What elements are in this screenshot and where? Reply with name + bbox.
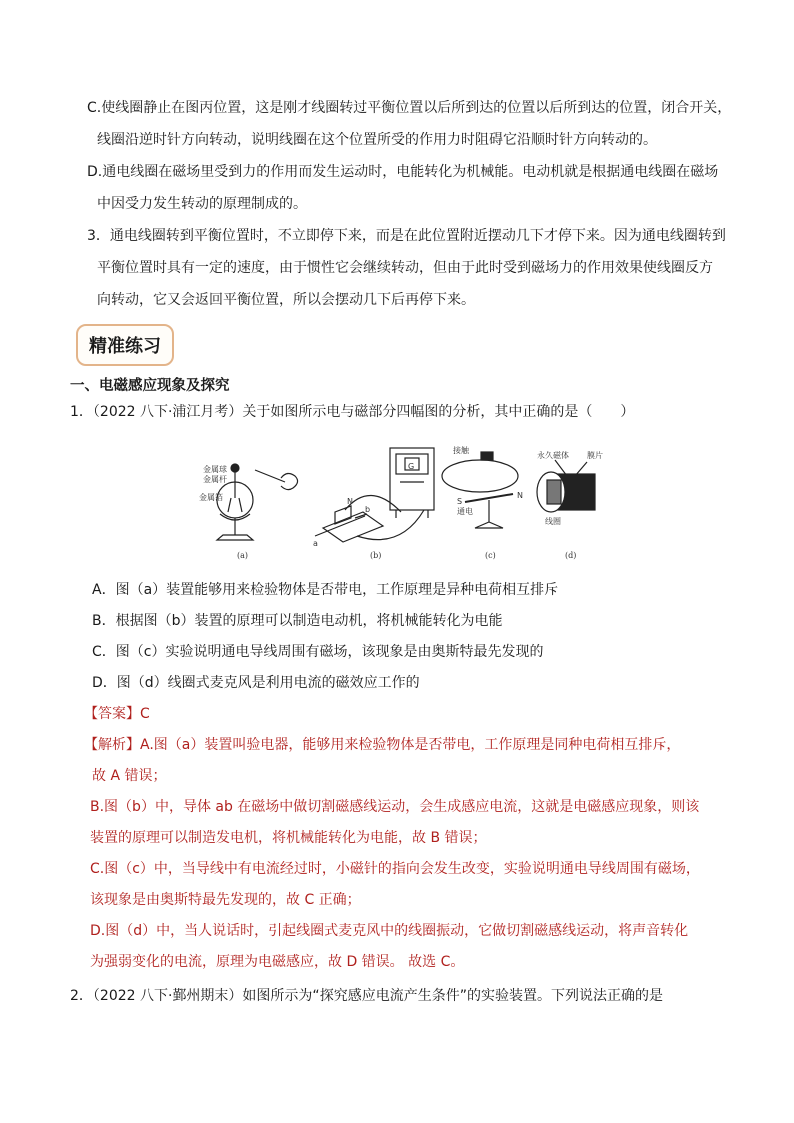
answer-line [84, 704, 150, 724]
analysis-line-6: 该现象是由奥斯特最先发现的，故 C 正确； [90, 892, 361, 908]
analysis-line-1 [84, 735, 680, 755]
option-d: D．图（d）线圈式麦克风是利用电流的磁效应工作的 [92, 675, 420, 691]
analysis-line-4: 装置的原理可以制造发电机，将机械能转化为电能，故 B 错误； [90, 830, 487, 846]
label-contact: 接触 [453, 446, 469, 455]
answer-tag: 【答案】 [84, 706, 140, 722]
label-permanent-magnet: 永久磁体 [537, 451, 569, 460]
label-north-c: N [517, 491, 523, 500]
point-3-line-1: 3．通电线圈转到平衡位置时，不立即停下来，而是在此位置附近摆动几下才停下来。因为通电线圈转到 [87, 228, 726, 244]
option-a: A．图（a）装置能够用来检验物体是否带电，工作原理是异种电荷相互排斥 [92, 582, 559, 598]
caption-c: (c) [485, 551, 496, 560]
electromagnetism-figure [195, 440, 605, 570]
option-c: C．图（c）实验说明通电导线周围有磁场，该现象是由奥斯特最先发现的 [92, 644, 544, 660]
option-b: B．根据图（b）装置的原理可以制造电动机，将机械能转化为电能 [92, 613, 503, 629]
question-1-stem: 1．（2022 八下·浦江月考）关于如图所示电与磁部分四幅图的分析，其中正确的是（ ） [70, 404, 635, 420]
analysis-line-7: D.图（d）中，当人说话时，引起线圈式麦克风中的线圈振动，它做切割磁感线运动，将声音转化 [90, 923, 689, 939]
electroscope-diagram [217, 464, 298, 540]
label-metal-rod: 金属杆 [203, 475, 227, 484]
label-coil: 线圈 [545, 517, 561, 526]
caption-a: (a) [237, 551, 249, 560]
label-north: N [347, 497, 353, 506]
label-b: b [365, 505, 371, 514]
oersted-diagram [442, 452, 518, 528]
induction-diagram [315, 448, 434, 542]
label-south: S [457, 497, 463, 506]
analysis-tag: 【解析】 [84, 737, 140, 753]
caption-d: (d) [565, 551, 577, 560]
option-c-line-2: 线圈沿逆时针方向转动，说明线圈在这个位置所受的作用力时阻碍它沿顺时针方向转动的。 [97, 132, 657, 148]
point-3-line-3: 向转动，它又会返回平衡位置，所以会摆动几下后再停下来。 [97, 292, 475, 308]
analysis-line-5: C.图（c）中，当导线中有电流经过时，小磁针的指向会发生改变，实验说明通电导线周围有磁场， [90, 861, 700, 877]
analysis-line-8: 为强弱变化的电流，原理为电磁感应，故 D 错误。 故选 C。 [90, 954, 465, 970]
question-2-stem: 2．（2022 八下·鄞州期末）如图所示为“探究感应电流产生条件”的实验装置。下列说法正确的是 [70, 988, 663, 1004]
point-3-line-2: 平衡位置时具有一定的速度，由于惯性它会继续转动，但由于此时受到磁场力的作用效果使线圈反方 [97, 260, 713, 276]
label-diaphragm: 膜片 [587, 451, 603, 460]
label-powered: 通电 [457, 507, 473, 516]
option-c-line-1: C.使线圈静止在图丙位置，这是刚才线圈转过平衡位置以后所到达的位置以后所到达的位置，闭合开关， [87, 100, 732, 116]
label-metal-foil: 金属箔 [199, 493, 223, 502]
option-d-line-1: D.通电线圈在磁场里受到力的作用而发生运动时，电能转化为机械能。电动机就是根据通电线圈在磁场 [87, 164, 719, 180]
label-galvanometer: G [408, 462, 415, 471]
microphone-diagram [537, 460, 595, 512]
option-d-line-2: 中因受力发生转动的原理制成的。 [97, 196, 307, 212]
caption-b: (b) [370, 551, 382, 560]
section-title-box: 精准练习 [76, 324, 174, 366]
answer-value: C [140, 706, 150, 722]
analysis-line-3: B.图（b）中，导体 ab 在磁场中做切割磁感线运动，会生成感应电流，这就是电磁感应现象，则该 [90, 799, 700, 815]
analysis-text-1: A.图（a）装置叫验电器，能够用来检验物体是否带电，工作原理是同种电荷相互排斥， [140, 737, 681, 753]
analysis-line-2: 故 A 错误； [92, 768, 167, 784]
label-a: a [313, 539, 318, 548]
section-heading: 一、电磁感应现象及探究 [70, 378, 230, 394]
label-metal-ball: 金属球 [203, 465, 227, 474]
